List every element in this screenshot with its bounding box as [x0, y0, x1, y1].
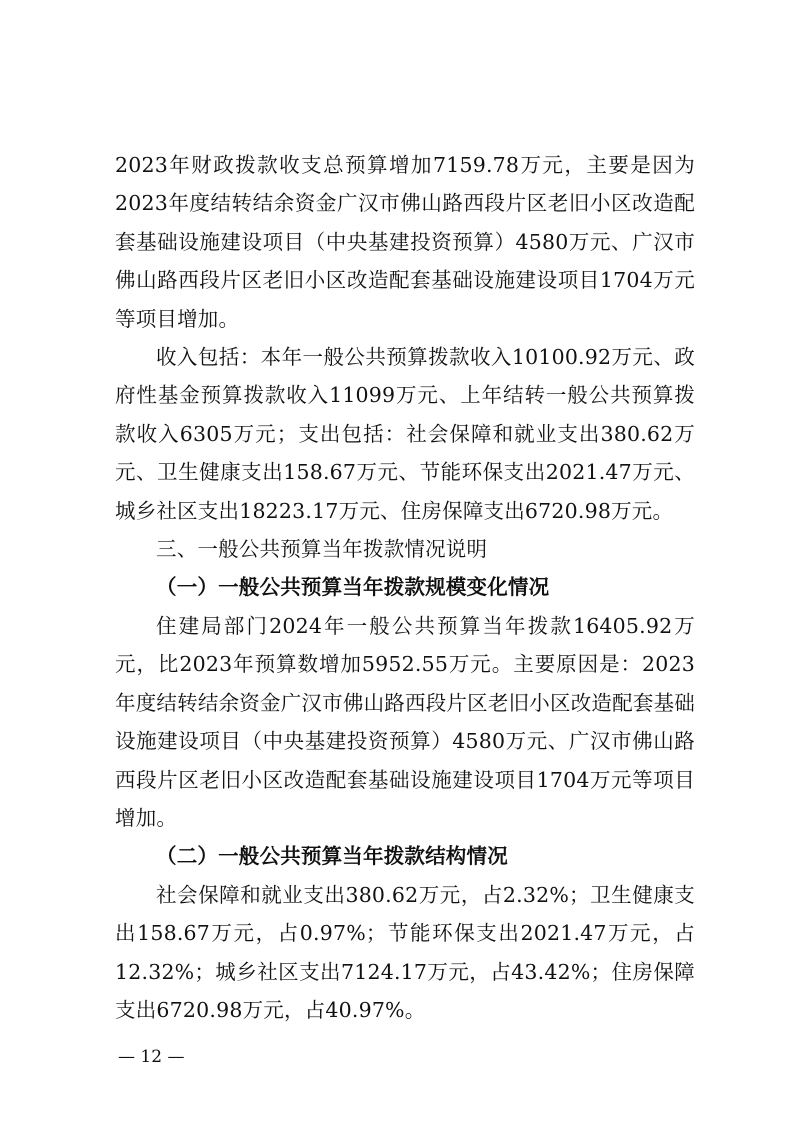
- document-body: [115, 146, 695, 1029]
- page-number: — 12 —: [118, 1047, 185, 1067]
- paragraph-structure: 社会保障和就业支出380.62万元，占2.32%；卫生健康支出158.67万元，占0.97%；节能环保支出2021.47万元，占12.32%；城乡社区支出7124.17万元，占43.42%；住房保障支出6720.98万元，占40.97%。: [115, 882, 695, 1022]
- section-heading-three: 三、一般公共预算当年拨款情况说明: [156, 537, 488, 562]
- paragraph-budget-increase: 2023年财政拨款收支总预算增加7159.78万元，主要是因为2023年度结转结余资金广汉市佛山路西段片区老旧小区改造配套基础设施建设项目（中央基建投资预算）4580万元、广汉市佛山路西段片区老旧小区改造配套基础设施建设项目1704万元等项目增加。: [115, 153, 695, 331]
- paragraph-scale-change: 住建局部门2024年一般公共预算当年拨款16405.92万元，比2023年预算数增加5952.55万元。主要原因是：2023年度结转结余资金广汉市佛山路西段片区老旧小区改造配套基础设施建设项目（中央基建投资预算）4580万元、广汉市佛山路西段片区老旧小区改造配套基础设施建设项目1704万元等项目增加。: [115, 613, 695, 830]
- subheading-scale-change: （一）一般公共预算当年拨款规模变化情况: [156, 575, 550, 600]
- subheading-structure: （二）一般公共预算当年拨款结构情况: [156, 844, 508, 869]
- paragraph-income-expenditure: 收入包括：本年一般公共预算拨款收入10100.92万元、政府性基金预算拨款收入11099万元、上年结转一般公共预算拨款收入6305万元；支出包括：社会保障和就业支出380.62万元、卫生健康支出158.67万元、节能环保支出2021.47万元、城乡社区支出18223.17万元、住房保障支出6720.98万元。: [115, 345, 695, 523]
